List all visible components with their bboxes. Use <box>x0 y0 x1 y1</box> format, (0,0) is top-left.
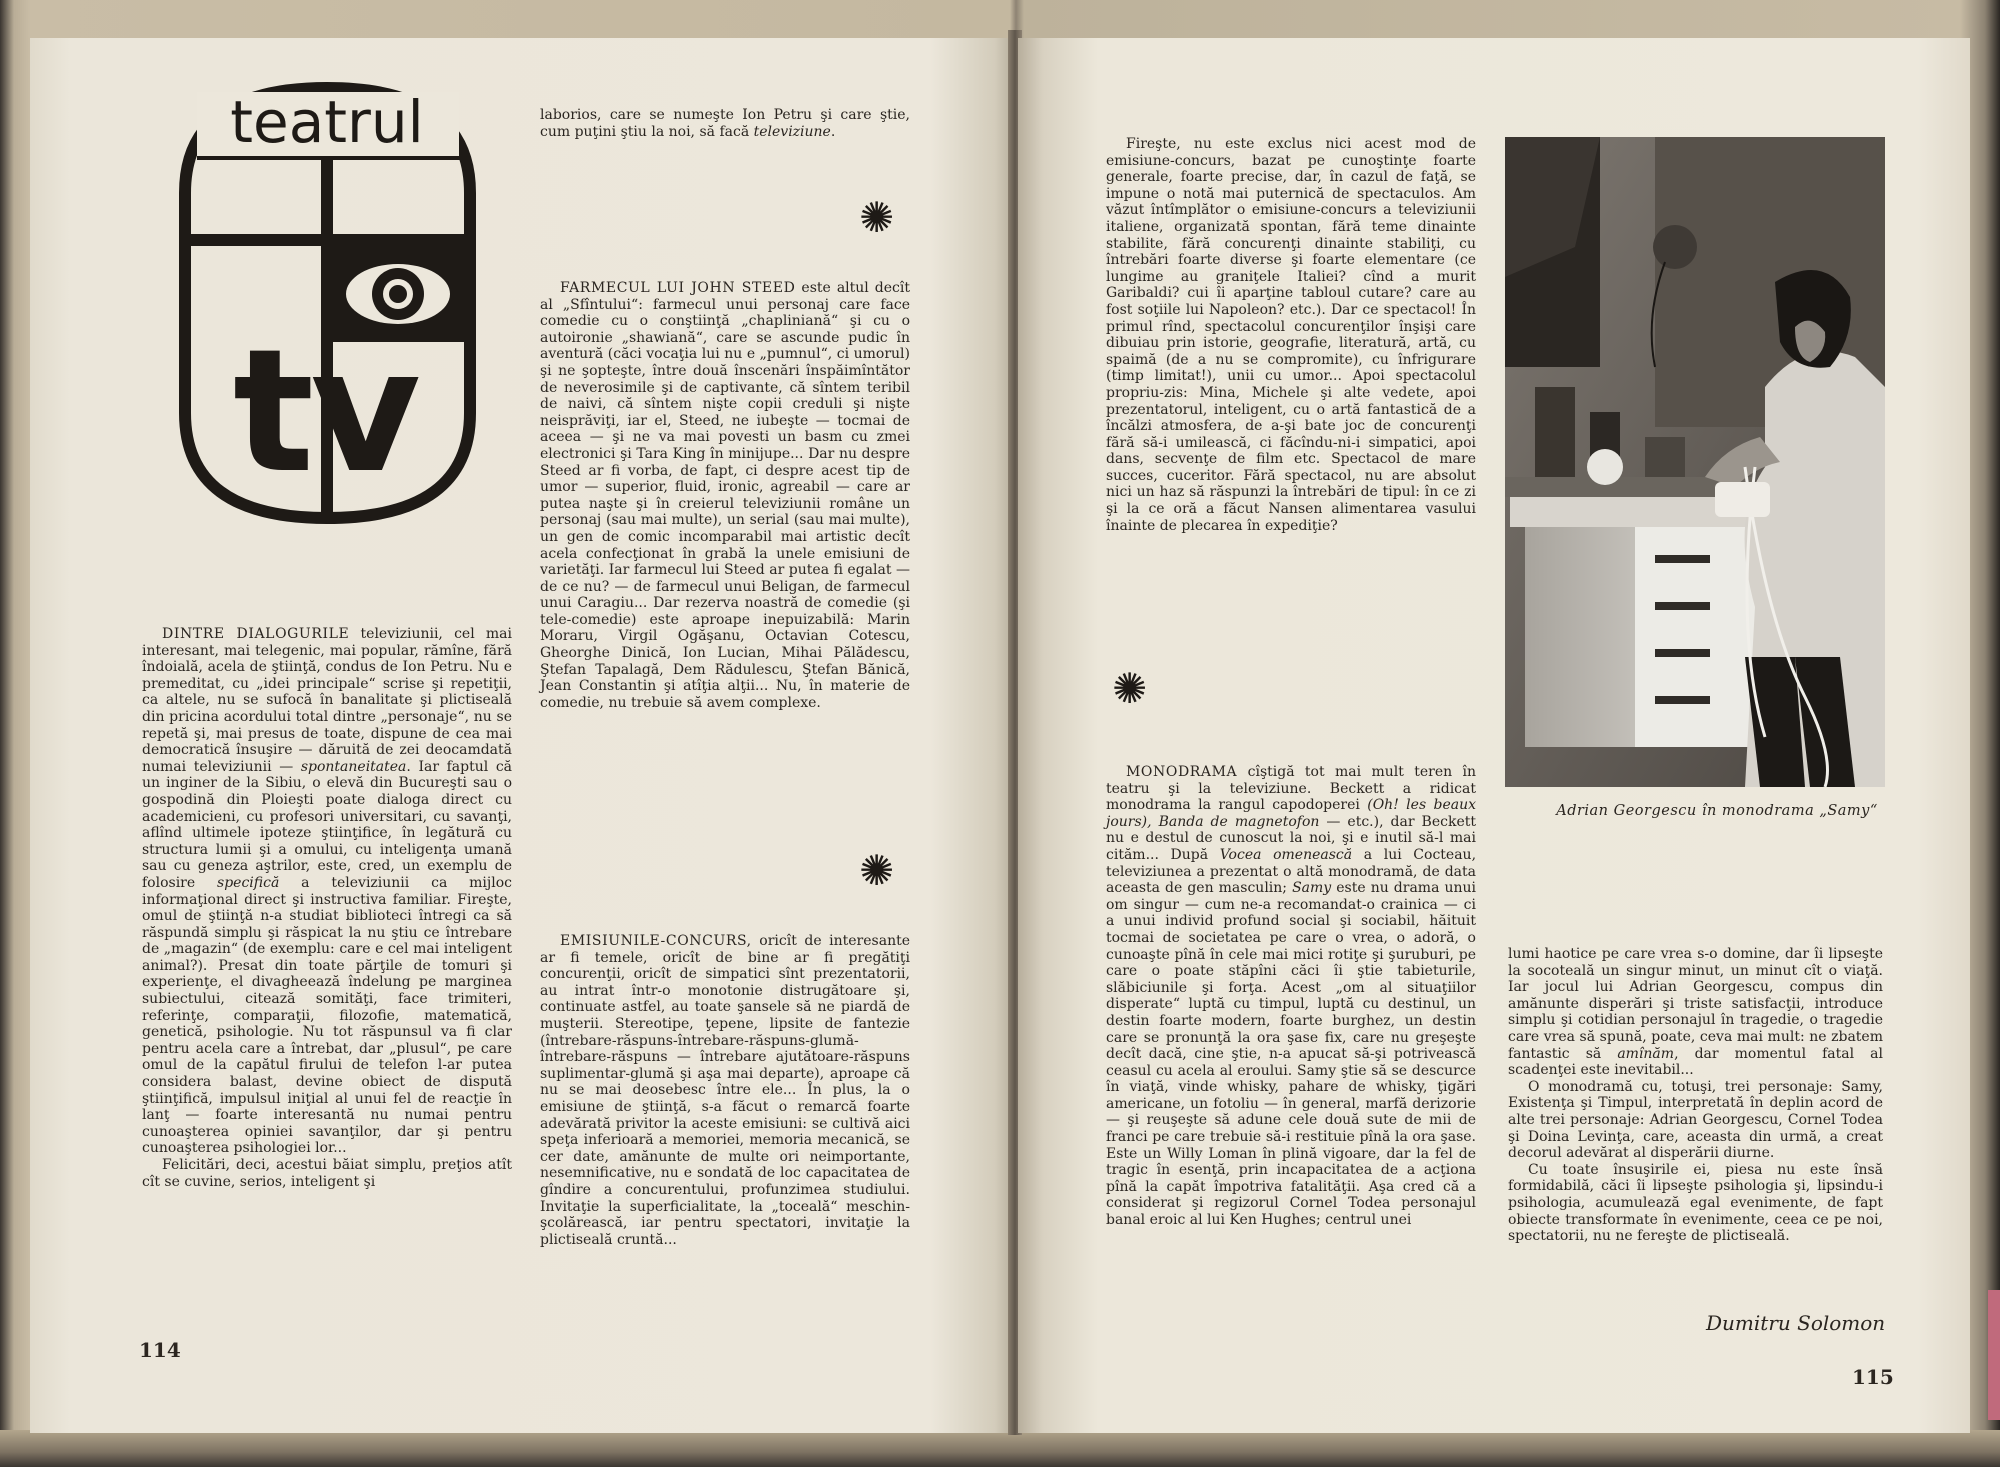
paragraph: Cu toate însuşirile ei, piesa nu este însă formidabilă, căci îi lipseşte psihologia şi, lipsindu-i psihologia, acumulează egal evenimente, de fapt obiecte transformate în evenimente, ceea ce pe noi, spectatorii, nu ne fereşte de plictiseală. <box>1508 1161 1883 1245</box>
sunburst-icon: ✺ <box>859 846 895 895</box>
page-number-right: 115 <box>1852 1365 1894 1389</box>
section-lead-contests: EMISIUNILE-CONCURS, <box>560 933 752 949</box>
book-bottom-edge <box>0 1430 2000 1467</box>
section-lead-dialogues: DINTRE DIALOGURILE <box>162 626 350 642</box>
page-number-left: 114 <box>139 1338 181 1362</box>
paragraph: O monodramă cu, totuşi, trei personaje: Samy, Existenţa şi Timpul, interpretată în deplin acord de alte trei personaje: Adrian Georgescu, Cornel Todea şi Doina Levinţa, care, aceasta din urmă, a creat decorul adevărat al disperării diurne. <box>1508 1078 1883 1162</box>
paragraph: Fireşte, nu este exclus nici acest mod de emisiune-concurs, bazat pe cunoştinţe foarte generale, foarte precise, dar, în cazul de faţă, se impune o notă mai puternică de spectaculos. Am văzut întîmplător o emisiune-concurs a televiziunii italiene, organizată spontan, fără teme dinainte stabilite, fără concurenţi dinainte stabiliţi, cu întrebări foarte diverse şi foarte elementare (ce lungime au graniţele Italiei? cînd a murit Garibaldi? cui îi aparţine tabloul cutare? care au fost soţiile lui Napoleon? etc.). Dar ce spectacol! În primul rînd, spectacolul concurenţilor înşişi care dibuiau prin istorie, geografie, literatură, artă, cu spaimă (de a nu se compromite), cu înfrigurare (timp limitat!), unii cu umor... Apoi spectacolul propriu-zis: Mina, Michele şi alte vedete, apoi prezentatorul, inteligent, cu o artă fantastică de a încălzi atmosfera, de a-şi bate joc de concurenţi fără să-i umilească, ci făcîndu-ni-i simpatici, apoi dans, secvenţe de film etc. Spectacol de mare succes, cuceritor. Fără spectacol, nu are absolut nici un haz să răspunzi la întrebări de tipul: în ce zi şi la ce oră a făcut Nansen alimentarea vasului înainte de plecarea în expediţie? <box>1106 136 1476 534</box>
left-column-2-steed <box>540 280 910 711</box>
right-column-1-monodrama <box>1106 764 1476 1229</box>
paragraph: FARMECUL LUI JOHN STEED este altul decît al „Sfîntului“: farmecul unui personaj care face comedie cu o conştiinţă „chapliniană“ şi cu o autoironie „shawiană“, care se ascunde pudic în aventură (căci vocaţia lui nu e „pumnul“, ci umorul) şi ne şopteşte, între două înscenări înspăimîntător de neverosimile şi de captivante, că sîntem teribil de naivi, că sîntem nişte copii creduli şi nişte neisprăviţi, iar el, Steed, ne iubeşte — tocmai de aceea — şi ne va mai povesti un basm cu zmei electronici şi Tara King în minijupe... Dar nu despre Steed ar fi vorba, de fapt, ci despre acest tip de umor — superior, fluid, ironic, agreabil — care ar putea naşte şi în creierul televiziunii române un personaj (sau mai multe), un serial (sau mai multe), un gen de comic incomparabil mai artistic decît acela confecţionat în grabă la unele emisiuni de varietăţi. Iar farmecul lui Steed ar putea fi egalat — de ce nu? — de farmecul unui Beligan, de farmecul unui Caragiu... Dar rezerva noastră de comedie (şi tele-comedie) este aproape inepuizabilă: Marin Moraru, Virgil Ogăşanu, Octavian Cotescu, Gheorghe Dinică, Ion Lucian, Mihai Pălădescu, Ştefan Tapalagă, Dem Rădulescu, Ştefan Bănică, Jean Constantin şi atîţia alţii... Nu, în materie de comedie, nu trebuie să avem complexe. <box>540 280 910 711</box>
paragraph: Felicitări, deci, acestui băiat simplu, preţios atît cît se cuvine, serios, inteligent şi <box>142 1157 512 1190</box>
paragraph: EMISIUNILE-CONCURS, oricît de interesante ar fi temele, oricît de bine ar fi pregătiţi concurenţii, oricît de simpatici sînt prezentatorii, au intrat într-o monotonie distrugătoare şi, continuate astfel, au toate şansele să ne piardă de muşterii. Stereotipe, ţepene, lipsite de fantezie (întrebare-răspuns-întrebare-răspuns-glumă-întrebare-răspuns — întrebare ajutătoare-răspuns suplimentar-glumă şi aşa mai departe), aproape că nu se mai deosebesc între ele... În plus, la o emisiune de ştiinţă, s-a făcut o remarcă foarte adevărată privitor la aceste emisiuni: se cultivă aici speţa inferioară a memoriei, memoria mecanică, se cer date, amănunte de multe ori neimportante, nesemnificative, nu e sondată de loc capacitatea de gîndire a concurentului, profunzimea studiului. Invitaţie la superficialitate, la „toceală“ meschin-şcolărească, iar pentru spectatori, invitaţie la plictiseală cruntă... <box>540 933 910 1248</box>
author-signature: Dumitru Solomon <box>1706 1311 1886 1335</box>
logo-word-top: teatrul <box>230 88 424 156</box>
paragraph: MONODRAMA cîştigă tot mai mult teren în teatru şi la televiziune. Beckett a ridicat monodrama la rangul capodoperei (Oh! les beaux jours), Banda de magnetofon — etc.), dar Beckett nu e destul de cunoscut la noi, şi e inutil să-l mai cităm... După Vocea omenească a lui Cocteau, televiziunea a prezentat o altă monodramă, de data aceasta de gen masculin; Samy este nu drama unui om singur — cum ne-a recomandat-o crainica — ci a unui individ profund social şi sociabil, hăituit tocmai de societatea pe care o vrea, o adoră, o cunoaşte pînă în cele mai mici rotiţe şi şuruburi, pe care o poate stăpîni căci îi ştie tabieturile, slăbiciunile şi forţa. Acest „om al situaţiilor disperate“ luptă cu timpul, luptă cu destinul, un destin foarte modern, foarte burghez, un destin care se pronunţă la ora şase fix, care nu greşeşte decît dacă, cine ştie, n-a apucat să-şi potrivească ceasul cu acela al eroului. Samy ştie să se descurce în viaţă, vinde whisky, pahare de whisky, ţigări americane, un fotoliu — în general, marfă derizorie — şi reuşeşte să adune cele două sute de mii de franci pe care trebuie să-i restituie pînă la ora şase. Este un Willy Loman în plină vigoare, dar la fel de tragic în esenţă, prin incapacitatea de a acţiona pînă la capăt împotriva fatalităţii. Aşa cred că a considerat şi regizorul Cornel Todea personajul banal eroic al lui Ken Hughes; centrul unei <box>1106 764 1477 1229</box>
teatrul-tv-logo <box>175 78 480 528</box>
paragraph: lumi haotice pe care vrea s-o domine, dar îi lipseşte la socoteală un singur minut, un minut cît o viaţă. Iar jocul lui Adrian Georgescu, compus din amănunte disperări şi triste satisfacţii, introduce simplu şi cotidian personajul în tragedie, o tragedie care vrea să spună, poate, ceva mai mult: ne zbatem fantastic să amînăm, dar momentul fatal al scadenţei este inevitabil... <box>1508 946 1883 1079</box>
section-lead-steed: FARMECUL LUI JOHN STEED <box>560 280 796 296</box>
right-column-2 <box>1508 946 1883 1245</box>
paragraph: laborios, care se numeşte Ion Petru şi care ştie, cum puţini ştiu la noi, să facă televiziune. <box>540 107 910 140</box>
left-column-1 <box>142 626 512 1190</box>
sunburst-icon: ✺ <box>1112 664 1148 713</box>
page-edge-marker <box>1988 1290 2000 1420</box>
section-lead-monodrama: MONODRAMA <box>1126 764 1238 780</box>
logo-word-bottom: tv <box>232 313 418 511</box>
photo-caption: Adrian Georgescu în monodrama „Samy“ <box>1556 803 1878 819</box>
right-column-1 <box>1106 136 1476 534</box>
left-column-2 <box>540 107 910 140</box>
paragraph: DINTRE DIALOGURILE televiziunii, cel mai interesant, mai telegenic, mai popular, rămîne, fără îndoială, acela de ştiinţă, condus de Ion Petru. Nu e premeditat, cu „idei principale“ scrise şi repetiţii, ca altele, nu se sufocă în banalitate şi plictiseală din pricina acordului total dintre „personaje“, nu se repetă şi, mai presus de toate, dispune de cea mai democratică însuşire — dăruită de zei deocamdată numai televiziunii — spontaneitatea. Iar faptul că un inginer de la Sibiu, o elevă din Bucureşti sau o gospodină din Ploieşti poate dialoga direct cu academicieni, cu profesori universitari, cu savanţi, aflînd ultimele ipoteze ştiinţifice, în legătură cu structura lumii şi a omului, cu inteligenţa umană sau cu geneza aştrilor, este, cred, un exemplu de folosire specifică a televiziunii ca mijloc informaţional direct şi instructiva familiar. Fireşte, omul de ştiinţă n-a studiat biblioteci întregi ca să răspundă simplu şi răspicat la nu ştiu ce întrebare de „magazin“ (de exemplu: care e cel mai inteligent animal?). Presat din toate părţile de tomuri şi experienţe, el divagheează îndelung pe marginea subiectului, citează somităţi, face trimiteri, referinţe, comparaţii, filozofie, matematică, genetică, psihologie. Nu tot răspunsul va fi clar pentru acela care a întrebat, dar „plusul“, pe care omul de la capătul firului de telefon l-ar putea considera balast, devine obiect de dispută ştiinţifică, impulsul iniţial al unui fel de reacţie în lanţ — foarte interesantă nu numai pentru cunoaşterea opiniei savanţilor, dar şi pentru cunoaşterea psihologiei lor... <box>142 626 513 1157</box>
left-column-2-contests <box>540 933 910 1248</box>
sunburst-icon: ✺ <box>859 193 895 242</box>
photo-adrian-georgescu <box>1505 137 1885 787</box>
